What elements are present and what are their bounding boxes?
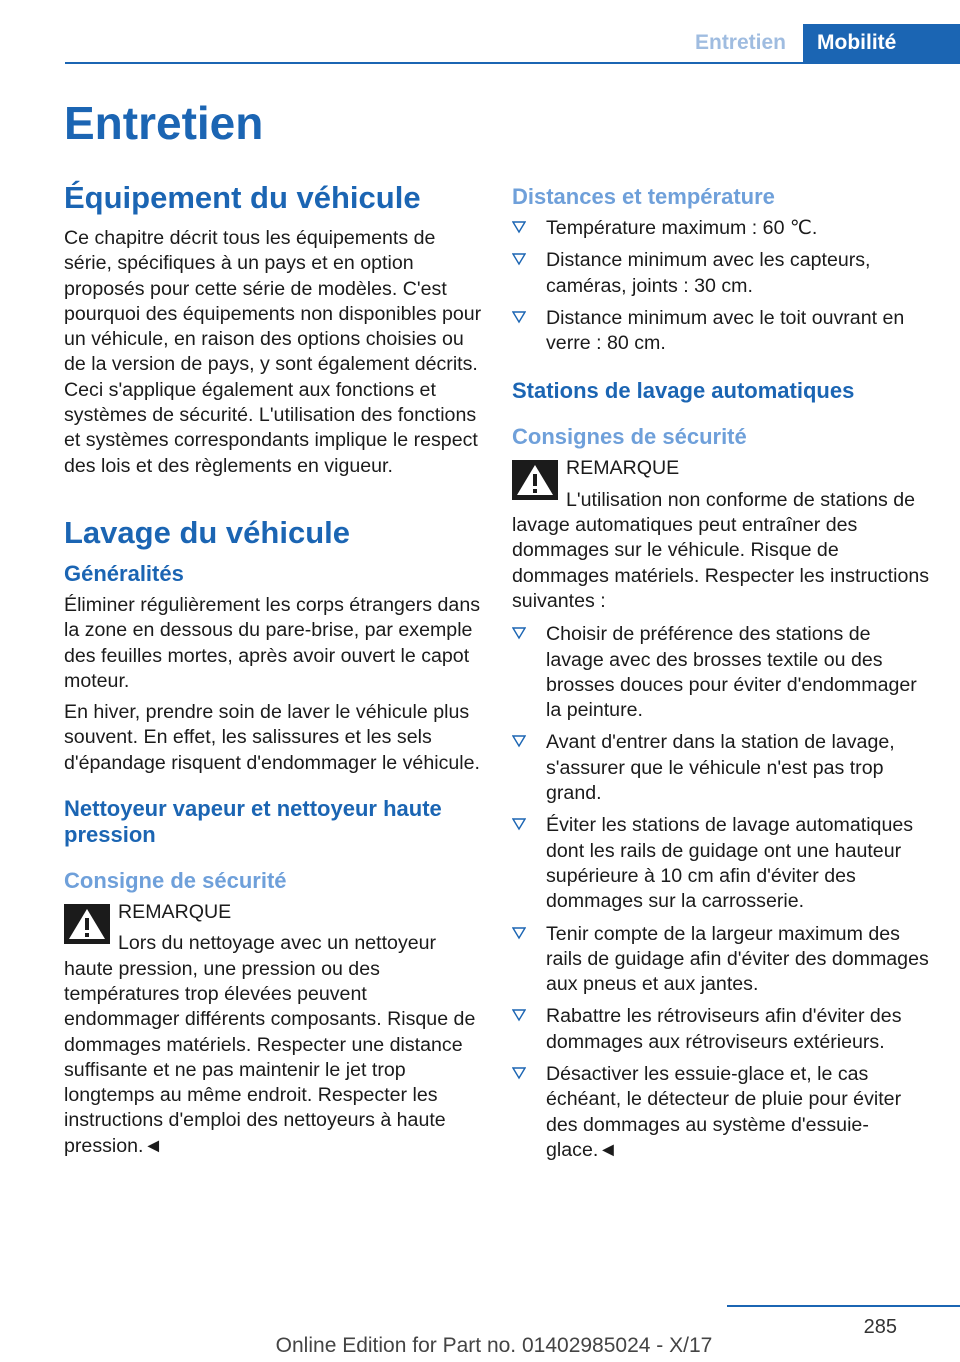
subsection-title-stations: Stations de lavage automatiques: [512, 378, 855, 404]
triangle-bullet-icon: [512, 817, 526, 831]
warning-text: Lors du nettoyage avec un nettoyeur haute pression, une pression ou des températures trop élevées peuvent endommager différents composants. Risque de dommages matériels. Respecter une distance suffisante et ne pas maintenir le jet trop longtemps au même endroit. Respecter les instructions d'emploi des nettoyeurs à haute pression.◄: [64, 932, 476, 1157]
left-column: [64, 180, 482, 1167]
list-item-text: Désactiver les essuie-glace et, le cas échéant, le détecteur de pluie pour éviter des dommages au système d'essuie-glace.◄: [546, 1063, 902, 1161]
list-item: [512, 216, 932, 241]
list-item-text: Rabattre les rétroviseurs afin d'éviter des dommages aux rétroviseurs extérieurs.: [546, 1005, 902, 1053]
warning-icon: [64, 904, 110, 944]
triangle-bullet-icon: [512, 1008, 526, 1022]
header-bar: [65, 0, 960, 64]
triangle-bullet-icon: [512, 1066, 526, 1080]
list-item-text: Distance minimum avec les capteurs, caméras, joints : 30 cm.: [546, 249, 871, 297]
page-title: Entretien: [64, 97, 264, 149]
list-item: [512, 1004, 932, 1055]
list-item: [512, 248, 932, 299]
triangle-bullet-icon: [512, 626, 526, 640]
list-item-text: Avant d'entrer dans la station de lavage, s'assurer que le véhicule n'est pas trop grand.: [546, 731, 895, 805]
subsection-title-nettoyeur: Nettoyeur vapeur et nettoyeur haute pression: [64, 796, 442, 848]
tab-mobilite[interactable]: Mobilité: [803, 24, 960, 62]
warning-icon: [512, 460, 558, 500]
list-item-text: Éviter les stations de lavage automatiques dont les rails de guidage ont une hauteur supérieure à 10 cm afin d'éviter des dommages sur la carrosserie.: [546, 814, 914, 913]
subsection-title-distances: Distances et température: [512, 184, 775, 209]
tab-entretien[interactable]: Entretien: [694, 31, 786, 54]
page-number: 285: [863, 1316, 897, 1338]
section-title-lavage: Lavage du véhicule: [64, 514, 350, 550]
section-title-equipement: Équipement du véhicule: [64, 180, 421, 215]
list-item: [512, 813, 932, 914]
safety-list: [512, 622, 932, 1163]
list-item: [512, 1062, 932, 1163]
footer-divider: [727, 1305, 960, 1307]
list-item: [512, 922, 932, 998]
list-item-text: Tenir compte de la largeur maximum des rails de guidage afin d'éviter des dommages aux pneus et aux jantes.: [546, 922, 929, 996]
triangle-bullet-icon: [512, 220, 526, 234]
warning-block: [512, 456, 932, 614]
list-item: [512, 622, 932, 723]
list-item-text: Température maximum : 60 ℃.: [546, 217, 818, 239]
subsection-title-consignes: Consignes de sécurité: [512, 424, 747, 450]
edition-footer: Online Edition for Part no. 01402985024 - X/17: [275, 1334, 713, 1357]
list-item-text: Distance minimum avec le toit ouvrant en verre : 80 cm.: [546, 306, 905, 355]
warning-label: REMARQUE: [118, 901, 232, 924]
triangle-bullet-icon: [512, 734, 526, 748]
generalites-paragraph-2: En hiver, prendre soin de laver le véhicule plus souvent. En effet, les salissures et les sels d'épandage risquent d'endommager le véhicule.: [64, 701, 480, 774]
warning-label: REMARQUE: [566, 457, 680, 480]
generalites-paragraph-1: Éliminer régulièrement les corps étrangers dans la zone en dessous du pare-brise, par exemple des feuilles mortes, après avoir ouvert le capot moteur.: [64, 593, 481, 692]
right-column: [512, 184, 932, 1171]
subsection-title-consigne: Consigne de sécurité: [64, 868, 287, 894]
warning-block: [64, 900, 482, 1159]
subsection-title-generalites: Généralités: [64, 560, 184, 586]
triangle-bullet-icon: [512, 310, 526, 324]
equipement-paragraph: Ce chapitre décrit tous les équipements de série, spécifiques à un pays et en option proposés pour cette série de modèles. C'est pourquoi des équipements non disponibles pour un véhicule, en raison des options choisies ou de la version de pays, y sont également décrits. Ceci s'applique également aux fonctions et systèmes de sécurité. L'utilisation des fonctions et systèmes correspondants implique le respect des lois et des règlements en vigueur.: [64, 227, 482, 477]
triangle-bullet-icon: [512, 252, 526, 266]
list-item: [512, 306, 932, 357]
list-item: [512, 730, 932, 806]
distances-list: [512, 216, 932, 356]
list-item-text: Choisir de préférence des stations de lavage avec des brosses textile ou des brosses douces pour éviter d'endommager la peinture.: [546, 623, 917, 722]
triangle-bullet-icon: [512, 926, 526, 940]
warning-text: L'utilisation non conforme de stations de lavage automatiques peut entraîner des dommages sur le véhicule. Risque de dommages matériels. Respecter les instructions suivantes :: [512, 488, 930, 612]
